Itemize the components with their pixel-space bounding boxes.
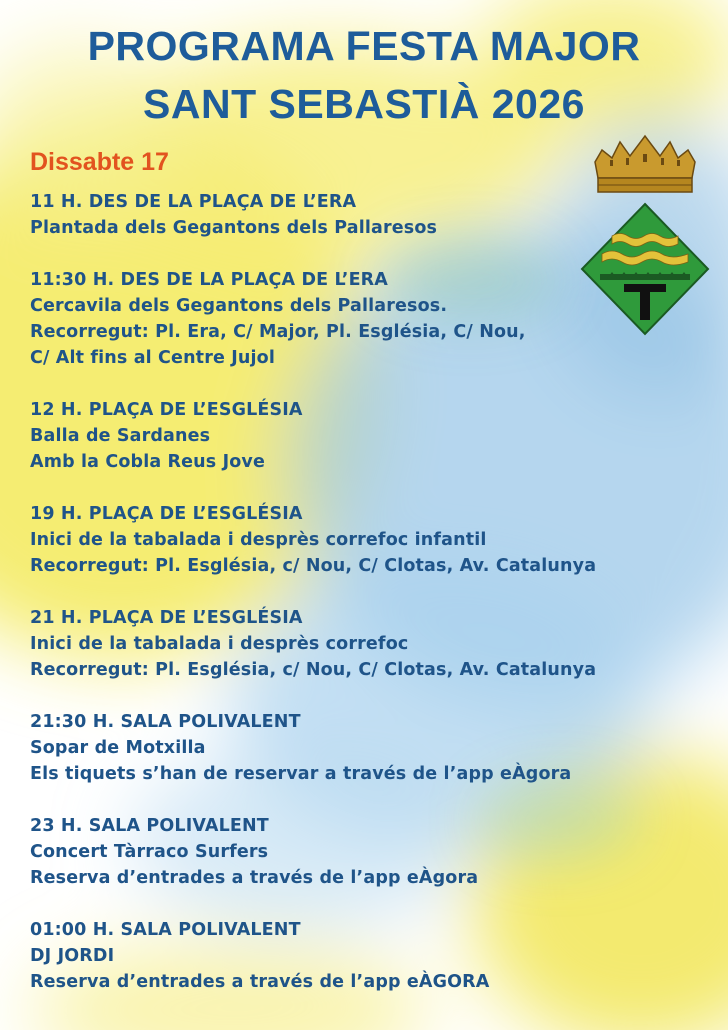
event-time-place: 21 H. PLAÇA DE L’ESGLÉSIA xyxy=(30,608,303,628)
event-time-place: 19 H. PLAÇA DE L’ESGLÉSIA xyxy=(30,504,303,524)
event-detail-line: Cercavila dels Gegantons dels Pallaresos. xyxy=(30,296,448,316)
event-detail-line: Els tiquets s’han de reservar a través de l’app eÀgora xyxy=(30,764,572,784)
event-item xyxy=(30,709,720,787)
shield-icon xyxy=(582,204,708,334)
event-time-place: 01:00 H. SALA POLIVALENT xyxy=(30,920,301,940)
event-item xyxy=(30,813,720,891)
event-detail-line: Reserva d’entrades a través de l’app eÀgora xyxy=(30,868,479,888)
event-time-place: 11:30 H. DES DE LA PLAÇA DE L’ERA xyxy=(30,270,388,290)
event-time-place: 11 H. DES DE LA PLAÇA DE L’ERA xyxy=(30,192,357,212)
event-item xyxy=(30,917,720,995)
event-time-place: 12 H. PLAÇA DE L’ESGLÉSIA xyxy=(30,400,303,420)
event-item xyxy=(30,605,720,683)
event-detail-line: Balla de Sardanes xyxy=(30,426,211,446)
event-detail-line: Amb la Cobla Reus Jove xyxy=(30,452,266,472)
event-detail-line: Recorregut: Pl. Era, C/ Major, Pl. Església, C/ Nou, xyxy=(30,322,526,342)
coat-of-arms-icon xyxy=(580,134,710,344)
event-detail-line: Inici de la tabalada i desprès correfoc infantil xyxy=(30,530,487,550)
event-detail-line: Concert Tàrraco Surfers xyxy=(30,842,269,862)
event-detail-line: Sopar de Motxilla xyxy=(30,738,206,758)
event-detail-line: Inici de la tabalada i desprès correfoc xyxy=(30,634,409,654)
crown-icon xyxy=(595,136,695,192)
event-time-place: 23 H. SALA POLIVALENT xyxy=(30,816,269,836)
poster-title-line-2: SANT SEBASTIÀ 2026 xyxy=(143,81,585,127)
event-detail-line: Recorregut: Pl. Església, c/ Nou, C/ Clotas, Av. Catalunya xyxy=(30,556,597,576)
event-detail-line: DJ JORDI xyxy=(30,946,115,966)
event-time-place: 21:30 H. SALA POLIVALENT xyxy=(30,712,301,732)
event-detail-line: Reserva d’entrades a través de l’app eÀGORA xyxy=(30,972,490,992)
event-detail-line: Recorregut: Pl. Església, c/ Nou, C/ Clotas, Av. Catalunya xyxy=(30,660,597,680)
event-detail-line: Plantada dels Gegantons dels Pallaresos xyxy=(30,218,438,238)
event-detail-line: C/ Alt fins al Centre Jujol xyxy=(30,348,275,368)
day-heading: Dissabte 17 xyxy=(30,148,169,176)
event-item xyxy=(30,397,720,475)
poster-title-line-1: PROGRAMA FESTA MAJOR xyxy=(87,23,641,69)
event-item xyxy=(30,501,720,579)
